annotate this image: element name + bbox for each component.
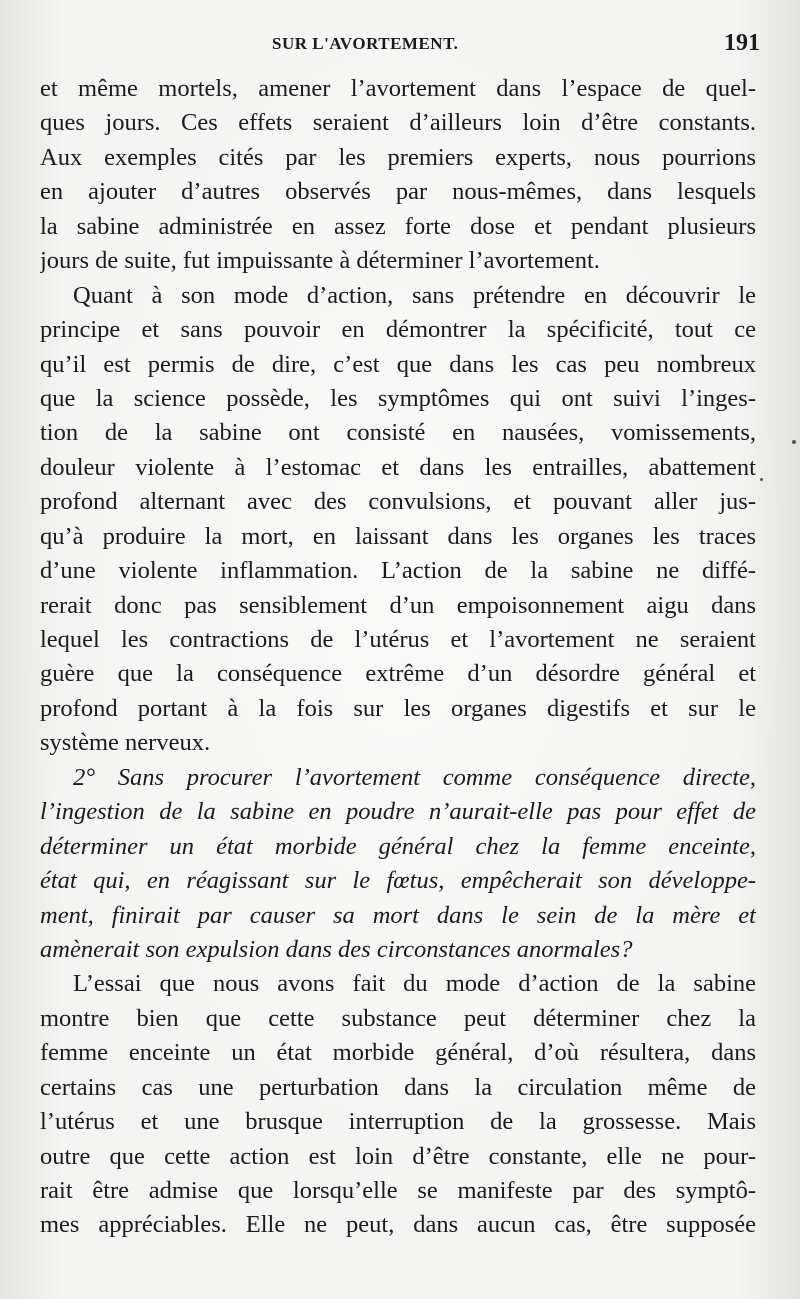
text-line: guère que la conséquence extrême d’un désordre général et [40,660,756,688]
text-line: déterminer un état morbide général chez la femme enceinte, [40,832,756,860]
text-line: rait être admise que lorsqu’elle se manifeste par des symptô- [40,1177,756,1204]
text-line: d’une violente inflammation. L’action de la sabine ne diffé- [40,557,756,585]
text-line: 2° Sans procurer l’avortement comme conséquence directe, [73,763,756,791]
text-line: Quant à son mode d’action, sans prétendre en découvrir le [73,281,756,309]
scan-speck [792,440,796,444]
text-line: L’essai que nous avons fait du mode d’action de la sabine [73,970,756,998]
text-line: jours de suite, fut impuissante à déterminer l’avortement. [40,247,600,275]
text-line: ment, finirait par causer sa mort dans le sein de la mère et [40,901,756,929]
text-line: état qui, en réagissant sur le fœtus, empêcherait son développe- [40,867,756,895]
text-line: système nerveux. [40,729,211,757]
text-line: femme enceinte un état morbide général, d’où résultera, dans [40,1039,756,1067]
text-line: qu’il est permis de dire, c’est que dans les cas peu nombreux [40,350,756,378]
text-line: profond portant à la fois sur les organes digestifs et sur le [40,694,756,722]
text-line: que la science possède, les symptômes qui ont suivi l’inges- [40,384,756,412]
page-number: 191 [724,30,760,56]
running-head: SUR L'AVORTEMENT. [272,34,459,53]
text-line: qu’à produire la mort, en laissant dans les organes les traces [40,522,756,550]
text-line: amènerait son expulsion dans des circonstances anormales? [40,935,633,963]
text-line: et même mortels, amener l’avortement dans l’espace de quel- [40,75,756,102]
text-line: profond alternant avec des convulsions, et pouvant aller jus- [40,488,756,516]
text-line: certains cas une perturbation dans la circulation même de [40,1073,756,1101]
text-line: en ajouter d’autres observés par nous-mêmes, dans lesquels [40,178,756,206]
text-line: mes appréciables. Elle ne peut, dans aucun cas, être supposée [40,1211,756,1239]
scan-speck [760,478,763,481]
text-line: l’utérus et une brusque interruption de la grossesse. Mais [40,1108,756,1136]
text-line: l’ingestion de la sabine en poudre n’aurait-elle pas pour effet de [40,798,756,826]
text-line: lequel les contractions de l’utérus et l’avortement ne seraient [40,626,756,653]
body-text [40,72,756,1243]
text-line: ques jours. Ces effets seraient d’ailleurs loin d’être constants. [40,109,756,137]
text-line: la sabine administrée en assez forte dose et pendant plusieurs [40,212,756,240]
text-line: outre que cette action est loin d’être constante, elle ne pour- [40,1142,756,1170]
page-header [0,32,800,62]
text-line: douleur violente à l’estomac et dans les entrailles, abattement [40,453,756,481]
text-line: Aux exemples cités par les premiers experts, nous pourrions [40,143,756,171]
text-line: principe et sans pouvoir en démontrer la spécificité, tout ce [40,316,756,344]
text-line: montre bien que cette substance peut déterminer chez la [40,1004,756,1032]
text-line: tion de la sabine ont consisté en nausées, vomissements, [40,419,756,447]
text-line: rerait donc pas sensiblement d’un empoisonnement aigu dans [40,591,756,619]
